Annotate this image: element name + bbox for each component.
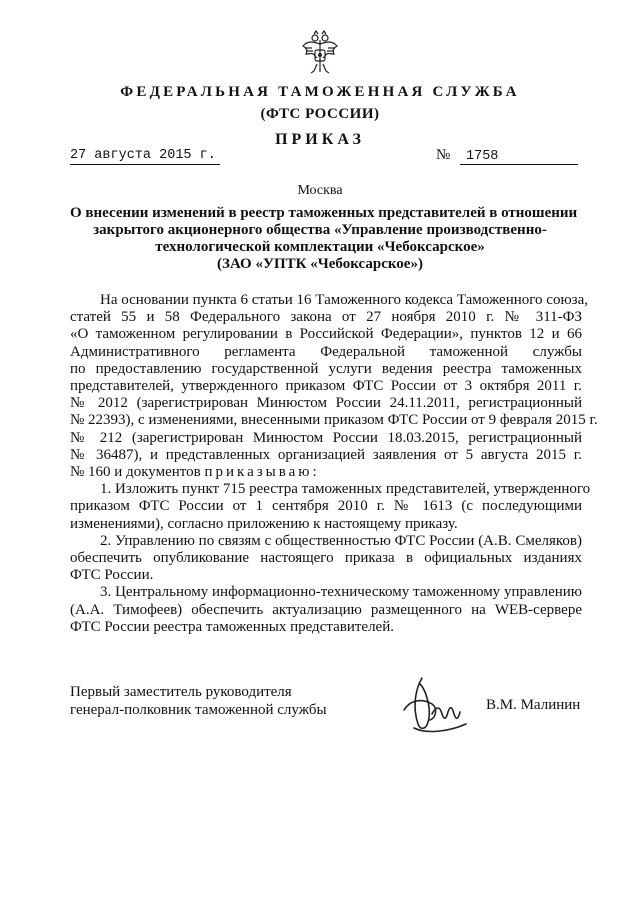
text-line: № 2012 (зарегистрирован Минюстом России 24.11.2011, регистрационный [70, 395, 582, 412]
document-number: 1758 [460, 149, 578, 165]
signature-image [392, 670, 476, 742]
text-line: 1. Изложить пункт 715 реестра таможенных представителей, утвержденного [100, 481, 591, 498]
text-line: На основании пункта 6 статьи 16 Таможенного кодекса Таможенного союза, [100, 292, 588, 308]
text-line: № 22393), с изменениями, внесенными приказом ФТС России от 9 февраля 2015 г. [70, 412, 598, 429]
text-line: «О таможенном регулировании в Российской Федерации», пунктов 12 и 66 [70, 326, 582, 343]
agency-name: ФЕДЕРАЛЬНАЯ ТАМОЖЕННАЯ СЛУЖБА [120, 84, 520, 100]
coat-of-arms-icon [300, 28, 340, 74]
position-line: Первый заместитель руководителя [70, 684, 292, 700]
order-item [70, 584, 582, 636]
preamble-paragraph [70, 292, 598, 481]
text-line: Административного регламента Федеральной таможенной службы [70, 343, 582, 360]
subject-line: технологической комплектации «Чебоксарское» [155, 239, 485, 255]
city: Москва [297, 183, 343, 198]
text-line: 3. Центральному информационно-техническому таможенному управлению [100, 584, 582, 601]
position-line: генерал-полковник таможенной службы [70, 702, 327, 718]
document-date: 27 августа 2015 г. [70, 148, 220, 165]
text-line: статей 55 и 58 Федерального закона от 27 ноября 2010 г. № 311-ФЗ [70, 309, 582, 326]
document-type: ПРИКАЗ [275, 131, 365, 148]
order-item [70, 481, 591, 533]
preamble-last-line: № 160 и документов [70, 464, 201, 481]
text-line [70, 464, 582, 481]
subject-line: О внесении изменений в реестр таможенных представителей в отношении [70, 205, 578, 221]
text-line: (А.А. Тимофеев) обеспечить актуализацию размещенного на WEB-сервере [70, 601, 582, 618]
text-line: обеспечить опубликование настоящего приказа в официальных изданиях [70, 550, 582, 567]
order-item [70, 533, 582, 585]
subject-line: (ЗАО «УПТК «Чебоксарское») [217, 256, 423, 272]
subject-line: закрытого акционерного общества «Управление производственно- [93, 222, 547, 238]
order-word: приказываю: [204, 464, 320, 481]
text-line: № 212 (зарегистрирован Минюстом России 18.03.2015, регистрационный [70, 429, 582, 446]
signatory-name: В.М. Малинин [486, 697, 581, 713]
document-body [70, 292, 598, 636]
text-line: ФТС России реестра таможенных представителей. [70, 618, 394, 635]
document-subject [70, 205, 578, 273]
text-line: 2. Управлению по связям с общественностью ФТС России (А.В. Смеляков) [100, 532, 582, 549]
text-line: изменениями), согласно приложению к настоящему приказу. [70, 515, 458, 532]
text-line: ФТС России. [70, 567, 154, 584]
document-number-field [436, 147, 580, 165]
agency-short-name: (ФТС РОССИИ) [260, 106, 380, 122]
text-line: представителей, утвержденного приказом ФТС России от 3 октября 2011 г. [70, 378, 582, 395]
signatory-position [70, 683, 350, 719]
text-line: по предоставлению государственной услуги ведения реестра таможенных [70, 360, 582, 377]
text-line: приказом ФТС России от 1 сентября 2010 г. № 1613 (с последующими [70, 498, 582, 515]
number-sign: № [436, 147, 451, 163]
text-line: № 36487), и представленных организацией заявления от 5 августа 2015 г. [70, 446, 582, 463]
